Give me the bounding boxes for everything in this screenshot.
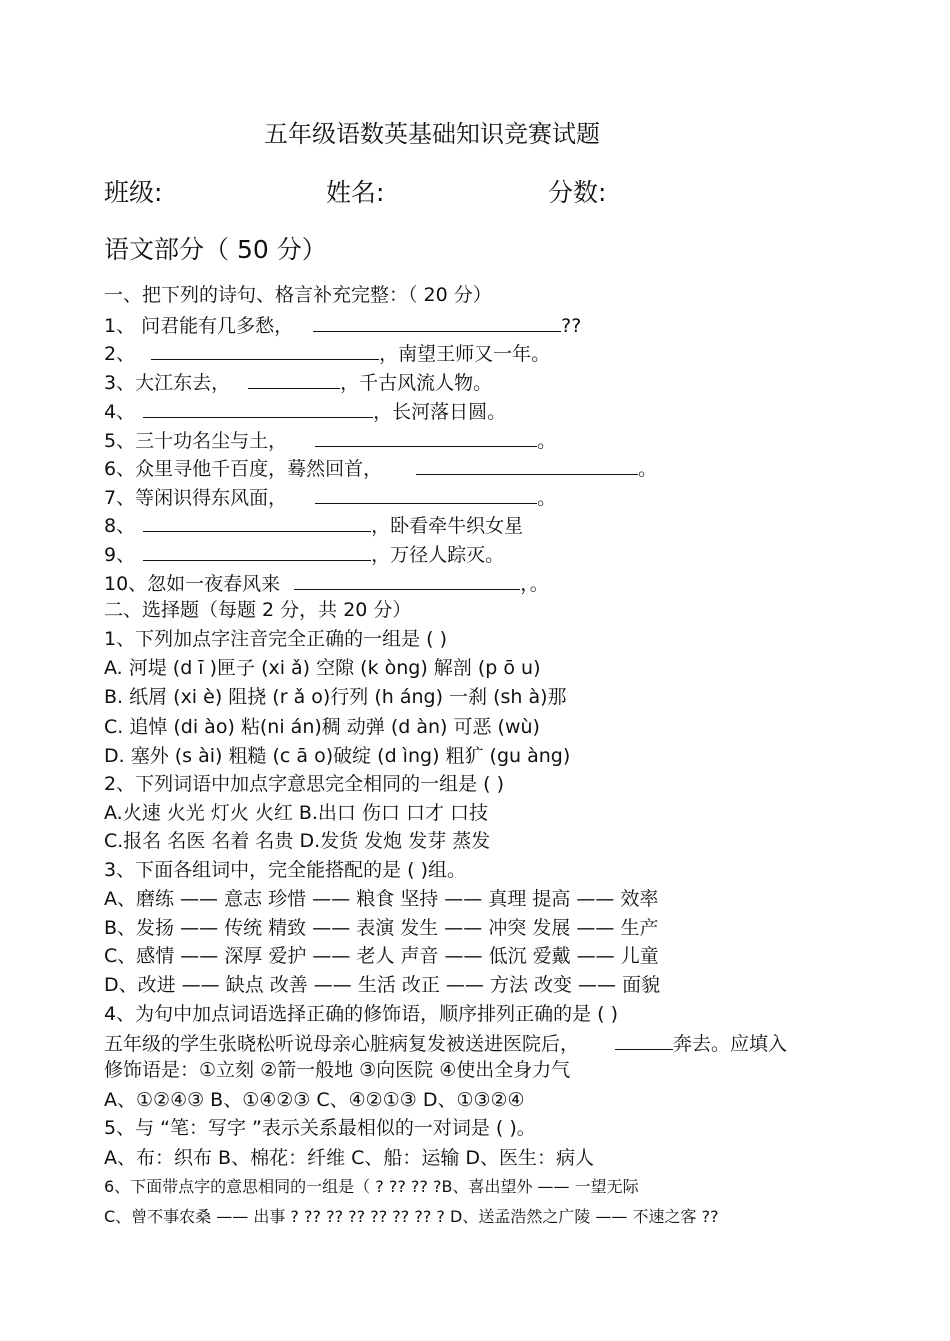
question-2-4-options: 修饰语是：①立刻 ②箭一般地 ③向医院 ④使出全身力气 <box>104 1059 571 1081</box>
answer-blank[interactable] <box>315 484 537 504</box>
section-heading: 语文部分（ 50 分） <box>104 235 327 264</box>
name-label: 姓名: <box>326 178 385 207</box>
question-2-5: 5、与 “笔：写字 ”表示关系最相似的一对词是 ( )。 <box>104 1117 536 1139</box>
question-1-9: 9、 ，万径人踪灭。 <box>104 541 504 567</box>
question-1-2: 2、 ，南望王师又一年。 <box>104 340 550 366</box>
class-label: 班级: <box>104 178 163 207</box>
question-2-4-sentence: 五年级的学生张晓松听说母亲心脏病复发被送进医院后， 奔去。应填入 <box>104 1030 787 1056</box>
answer-blank[interactable] <box>294 570 520 590</box>
score-label: 分数: <box>548 178 607 207</box>
exam-title: 五年级语数英基础知识竞赛试题 <box>264 120 600 148</box>
choice-2-5: A、布：织布 B、棉花：纤维 C、船：运输 D、医生：病人 <box>104 1147 595 1169</box>
answer-blank[interactable] <box>313 312 561 332</box>
question-2-2: 2、下列词语中加点字意思完全相同的一组是 ( ) <box>104 773 504 795</box>
choice-2-1-c: C. 追悼 (di ào) 粘(ni án)稠 动弹 (d àn) 可恶 (wù) <box>104 716 540 738</box>
question-1-1: 1、 问君能有几多愁， ?? <box>104 312 581 338</box>
question-1-7: 7、等闲识得东风面， 。 <box>104 484 556 510</box>
choice-2-1-a: A. 河堤 (d ī )匣子 (xi ǎ) 空隙 (k òng) 解剖 (p ō u) <box>104 657 541 679</box>
question-1-5: 5、三十功名尘与土， 。 <box>104 427 556 453</box>
part1-heading: 一、把下列的诗句、格言补充完整：（ 20 分） <box>104 284 492 306</box>
choice-2-1-b: B. 纸屑 (xi è) 阻挠 (r ǎ o)行列 (h áng) 一刹 (sh à)那 <box>104 686 567 708</box>
question-1-8: 8、 ，卧看牵牛织女星 <box>104 512 523 538</box>
choice-2-2-ab: A.火速 火光 灯火 火红 B.出口 伤口 口才 口技 <box>104 802 489 824</box>
question-2-1: 1、下列加点字注音完全正确的一组是 ( ) <box>104 628 447 650</box>
question-1-3: 3、大江东去， ，千古风流人物。 <box>104 369 492 395</box>
choice-2-2-cd: C.报名 名医 名着 名贵 D.发货 发炮 发芽 蒸发 <box>104 830 491 852</box>
question-1-6: 6、众里寻他千百度，蓦然回首， 。 <box>104 455 657 481</box>
choice-2-3-b: B、发扬 —— 传统 精致 —— 表演 发生 —— 冲突 发展 —— 生产 <box>104 917 659 939</box>
answer-blank[interactable] <box>143 398 373 418</box>
answer-blank[interactable] <box>615 1030 673 1050</box>
answer-blank[interactable] <box>416 455 638 475</box>
question-2-4: 4、为句中加点词语选择正确的修饰语，顺序排列正确的是 ( ) <box>104 1003 618 1025</box>
choice-2-1-d: D. 塞外 (s ài) 粗糙 (c ā o)破绽 (d ìng) 粗犷 (gu àng) <box>104 745 571 767</box>
choice-2-3-d: D、改进 —— 缺点 改善 —— 生活 改正 —— 方法 改变 —— 面貌 <box>104 974 661 996</box>
choice-2-3-a: A、磨练 —— 意志 珍惜 —— 粮食 坚持 —— 真理 提高 —— 效率 <box>104 888 659 910</box>
question-2-3: 3、下面各组词中，完全能搭配的是 ( )组。 <box>104 859 466 881</box>
answer-blank[interactable] <box>151 340 379 360</box>
answer-blank[interactable] <box>143 541 371 561</box>
question-1-4: 4、 ，长河落日圆。 <box>104 398 506 424</box>
part2-heading: 二、选择题（每题 2 分，共 20 分） <box>104 599 412 621</box>
question-1-10: 10、忽如一夜春风来 ，。 <box>104 570 549 596</box>
choice-2-6-cd: C、曾不事农桑 —— 出事 ? ?? ?? ?? ?? ?? ?? ? D、送孟浩然之广陵 —— 不速之客 ?? <box>104 1207 719 1226</box>
choice-2-3-c: C、感情 —— 深厚 爱护 —— 老人 声音 —— 低沉 爱戴 —— 儿童 <box>104 945 659 967</box>
question-2-6: 6、下面带点字的意思相同的一组是（ ? ?? ?? ?B、喜出望外 —— 一望无际 <box>104 1177 639 1196</box>
answer-blank[interactable] <box>248 369 340 389</box>
answer-blank[interactable] <box>143 512 371 532</box>
answer-blank[interactable] <box>315 427 537 447</box>
choice-2-4: A、①②④③ B、①④②③ C、④②①③ D、①③②④ <box>104 1089 525 1111</box>
